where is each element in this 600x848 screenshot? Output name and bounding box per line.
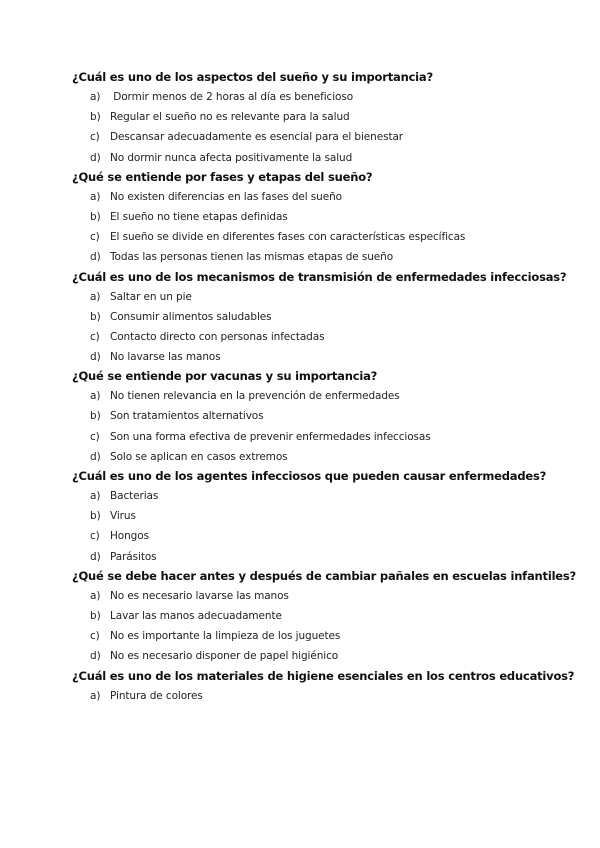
option-text: No tienen relevancia en la prevención de enfermedades [110, 390, 400, 403]
option-letter: d) [90, 251, 101, 264]
option-item [90, 447, 572, 467]
option-item [90, 307, 572, 327]
option-list [72, 586, 572, 667]
option-item [90, 646, 572, 666]
option-letter: b) [90, 210, 101, 223]
question-2 [72, 168, 572, 268]
option-letter: a) [90, 490, 101, 502]
option-text: Pintura de colores [110, 689, 203, 702]
option-item [90, 506, 572, 526]
option-text: Descansar adecuadamente es esencial para el bienestar [110, 131, 404, 144]
option-text: Solo se aplican en casos extremos [110, 450, 288, 463]
option-letter: c) [90, 430, 100, 443]
option-letter: d) [90, 151, 101, 164]
option-text: Son una forma efectiva de prevenir enfermedades infecciosas [110, 430, 431, 443]
option-text: Saltar en un pie [110, 290, 192, 303]
option-text: Lavar las manos adecuadamente [110, 609, 282, 622]
option-list [72, 287, 572, 368]
question-1 [72, 68, 572, 168]
option-text: Todas las personas tienen las mismas etapas de sueño [110, 251, 394, 264]
option-item [90, 87, 572, 107]
option-item [90, 406, 572, 426]
question-title: ¿Qué se entiende por vacunas y su importancia? [72, 369, 378, 384]
option-item [90, 247, 572, 267]
option-text: No es necesario disponer de papel higiénico [110, 650, 339, 663]
question-title: ¿Cuál es uno de los materiales de higiene esenciales en los centros educativos? [72, 668, 575, 683]
option-letter: b) [90, 510, 101, 523]
option-text: Parásitos [110, 550, 157, 563]
option-letter: d) [90, 650, 101, 663]
option-text: El sueño no tiene etapas definidas [110, 210, 288, 223]
option-list [72, 87, 572, 168]
option-letter: a) [90, 390, 101, 403]
option-text: No es importante la limpieza de los juguetes [110, 630, 341, 643]
option-text: No dormir nunca afecta positivamente la salud [110, 151, 353, 164]
option-list [72, 486, 572, 567]
quiz-document [72, 68, 577, 706]
option-item [90, 347, 572, 367]
option-letter: d) [90, 351, 101, 364]
question-7 [72, 667, 575, 706]
question-title: ¿Qué se entiende por fases y etapas del sueño? [72, 169, 373, 184]
option-item [90, 606, 572, 626]
option-item [90, 207, 572, 227]
option-text: Bacterias [110, 490, 159, 502]
option-letter: a) [90, 689, 101, 702]
option-letter: c) [90, 630, 100, 643]
option-item [90, 127, 572, 147]
option-letter: c) [90, 530, 100, 543]
option-letter: d) [90, 450, 101, 463]
option-item [90, 227, 572, 247]
option-item [90, 586, 572, 606]
option-text: Regular el sueño no es relevante para la salud [110, 111, 350, 124]
option-letter: c) [90, 231, 100, 244]
option-text: Son tratamientos alternativos [110, 410, 264, 423]
option-text: No lavarse las manos [110, 351, 221, 364]
option-item [90, 427, 572, 447]
option-letter: a) [90, 190, 101, 203]
option-text: Dormir menos de 2 horas al día es beneficioso [110, 91, 354, 103]
question-title: ¿Cuál es uno de los aspectos del sueño y su importancia? [72, 70, 433, 84]
question-title: ¿Cuál es uno de los agentes infecciosos que pueden causar enfermedades? [72, 469, 547, 483]
option-letter: a) [90, 91, 101, 103]
option-item [90, 327, 572, 347]
option-text: Virus [110, 510, 136, 523]
question-5 [72, 467, 572, 567]
question-4 [72, 367, 572, 467]
option-text: El sueño se divide en diferentes fases con características específicas [110, 231, 466, 244]
option-item [90, 626, 572, 646]
option-letter: d) [90, 550, 101, 563]
option-text: Hongos [110, 530, 149, 543]
question-6 [72, 567, 577, 667]
option-letter: c) [90, 131, 100, 144]
option-item [90, 526, 572, 546]
question-title: ¿Qué se debe hacer antes y después de cambiar pañales en escuelas infantiles? [72, 568, 577, 583]
option-text: Consumir alimentos saludables [110, 310, 272, 323]
option-letter: b) [90, 310, 101, 323]
option-letter: c) [90, 330, 100, 343]
option-text: No existen diferencias en las fases del sueño [110, 190, 342, 203]
option-letter: a) [90, 589, 101, 602]
option-item [90, 547, 572, 567]
question-title: ¿Cuál es uno de los mecanismos de transmisión de enfermedades infecciosas? [72, 269, 567, 284]
option-letter: a) [90, 290, 101, 303]
option-list [72, 686, 572, 706]
option-item [90, 107, 572, 127]
option-item [90, 386, 572, 406]
option-text: No es necesario lavarse las manos [110, 589, 289, 602]
option-item [90, 686, 572, 706]
option-item [90, 187, 572, 207]
option-list [72, 386, 572, 467]
question-3 [72, 268, 572, 368]
option-letter: b) [90, 111, 101, 124]
option-item [90, 486, 572, 506]
option-list [72, 187, 572, 268]
option-item [90, 148, 572, 168]
option-item [90, 287, 572, 307]
option-text: Contacto directo con personas infectadas [110, 330, 325, 343]
option-letter: b) [90, 410, 101, 423]
option-letter: b) [90, 609, 101, 622]
